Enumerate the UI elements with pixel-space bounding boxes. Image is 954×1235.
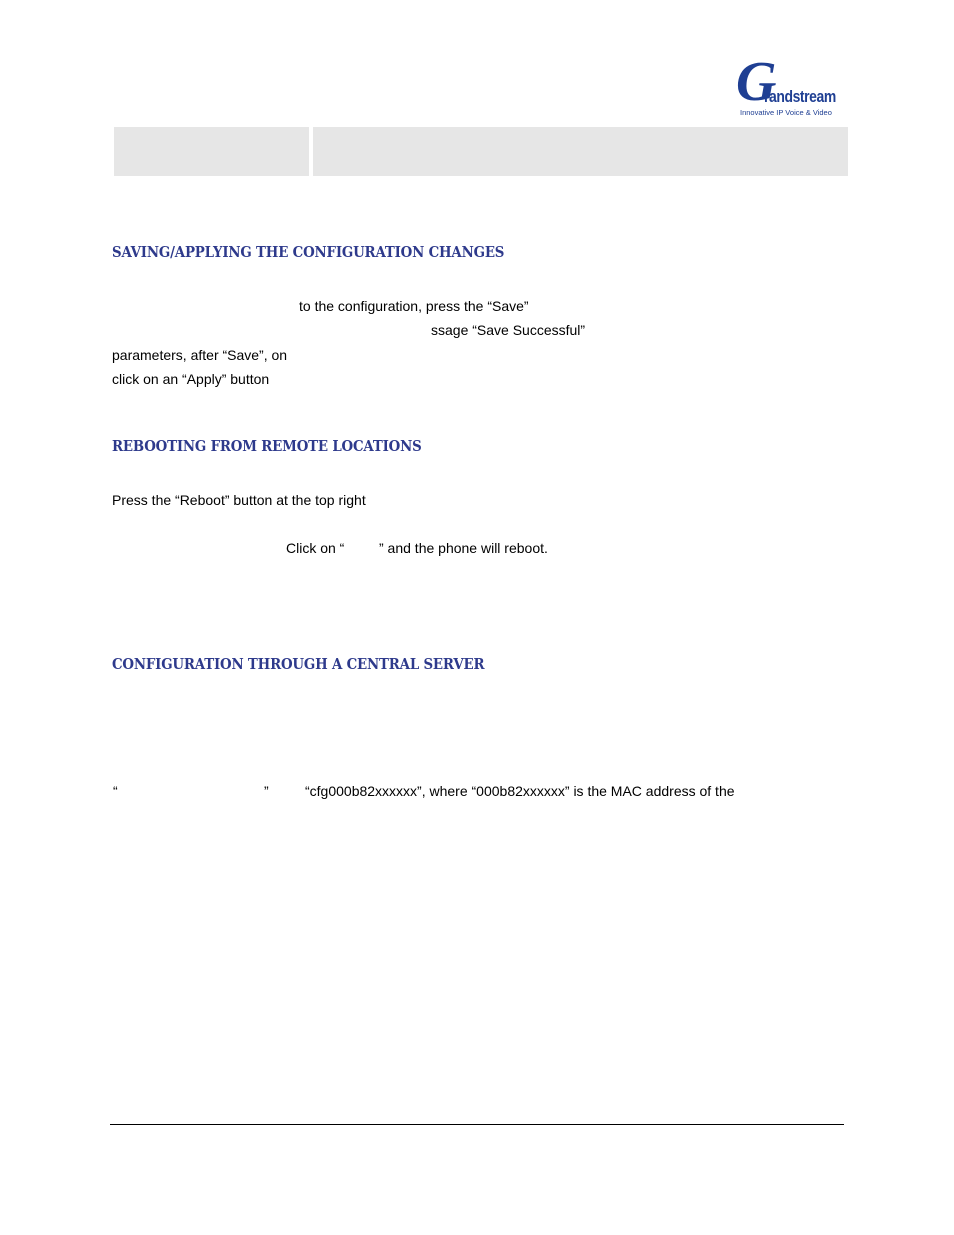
- heading-central-server: CONFIGURATION THROUGH A CENTRAL SERVER: [112, 656, 485, 673]
- footer-rule: [110, 1124, 844, 1125]
- saving-line-2: ssage “Save Successful”: [431, 322, 586, 338]
- central-line-1b: ”: [264, 783, 269, 799]
- saving-line-3: parameters, after “Save”, on: [112, 347, 288, 363]
- grandstream-logo: [736, 51, 838, 122]
- saving-line-4: click on an “Apply” button: [112, 371, 270, 387]
- rebooting-line-1: Press the “Reboot” button at the top right: [112, 492, 366, 508]
- saving-line-1: to the configuration, press the “Save”: [299, 298, 529, 314]
- central-line-1a: “: [113, 783, 118, 799]
- rebooting-line-2b: ” and the phone will reboot.: [379, 540, 548, 556]
- header-cell-right: [313, 127, 848, 176]
- logo-wordmark: randstream: [764, 87, 836, 106]
- heading-saving: SAVING/APPLYING THE CONFIGURATION CHANGES: [112, 244, 505, 261]
- logo-tagline: Innovative IP Voice & Video: [740, 108, 832, 117]
- heading-rebooting: REBOOTING FROM REMOTE LOCATIONS: [112, 438, 422, 455]
- header-cell-left: [114, 127, 309, 176]
- central-line-1c: “cfg000b82xxxxxx”, where “000b82xxxxxx” is the MAC address of the: [305, 783, 735, 799]
- rebooting-line-2a: Click on “: [286, 540, 345, 556]
- logo-initial: G: [736, 51, 777, 113]
